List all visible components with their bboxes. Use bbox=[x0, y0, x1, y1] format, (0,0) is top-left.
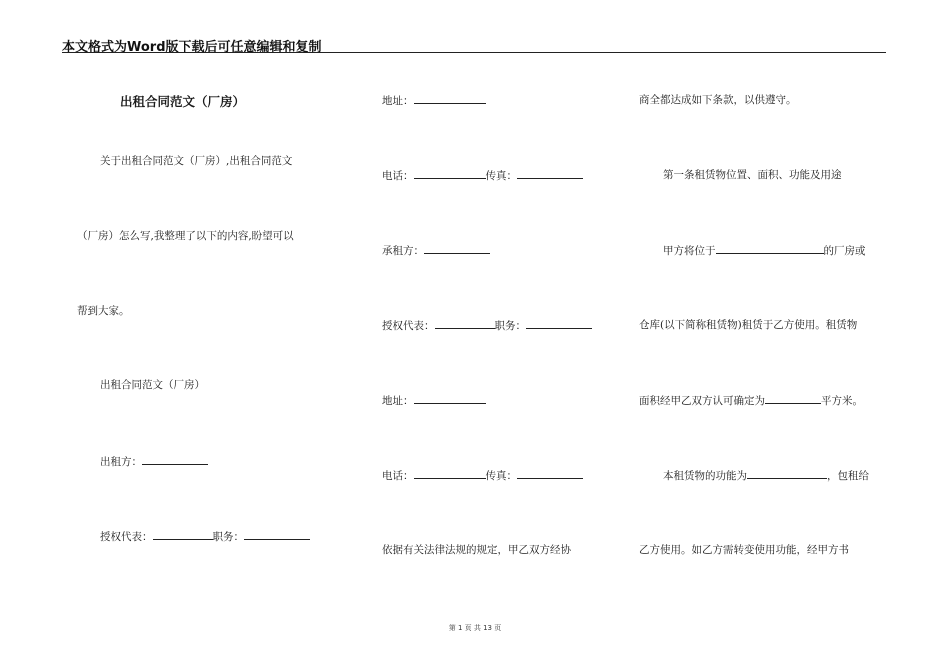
lessor-address-row bbox=[382, 93, 486, 108]
fax-blank bbox=[517, 168, 583, 179]
lessee-address-row bbox=[382, 393, 486, 408]
document-title: 出租合同范文（厂房） bbox=[120, 94, 246, 109]
agent-label: 授权代表： bbox=[100, 531, 153, 543]
phone-blank bbox=[414, 168, 486, 179]
page-header: 本文格式为Word版下载后可任意编辑和复制 bbox=[62, 40, 322, 55]
fax-label: 传真： bbox=[485, 470, 517, 482]
header-rule bbox=[62, 52, 886, 53]
col3-line-1: 商全都达成如下条款，以供遵守。 bbox=[639, 94, 797, 106]
position-label: 职务： bbox=[212, 531, 244, 543]
phone-blank bbox=[414, 468, 486, 479]
lessor-label: 出租方： bbox=[100, 456, 142, 468]
phone-label: 电话： bbox=[382, 170, 414, 182]
page-number: 第 1 页 共 13 页 bbox=[448, 624, 502, 632]
lessor-row bbox=[100, 454, 208, 469]
position-blank bbox=[244, 529, 310, 540]
agent-blank bbox=[153, 529, 213, 540]
intro-line-2: （厂房）怎么写,我整理了以下的内容,盼望可以 bbox=[77, 230, 294, 242]
law-text: 依据有关法律法规的规定，甲乙双方经协 bbox=[382, 544, 571, 556]
fax-label: 传真： bbox=[485, 170, 517, 182]
phone-label: 电话： bbox=[382, 470, 414, 482]
position-label: 职务： bbox=[494, 320, 526, 332]
area-label: 面积经甲乙双方认可确定为 bbox=[639, 395, 765, 407]
agent-blank bbox=[435, 318, 495, 329]
lessor-blank bbox=[142, 454, 208, 465]
address-label: 地址： bbox=[382, 95, 414, 107]
contract-subtitle: 出租合同范文（厂房） bbox=[100, 379, 205, 391]
article-1-heading: 第一条租赁物位置、面积、功能及用途 bbox=[663, 169, 842, 181]
function-label: 本租赁物的功能为 bbox=[663, 470, 747, 482]
lessee-blank bbox=[424, 243, 490, 254]
col3-line-4: 仓库(以下简称租赁物)租赁于乙方使用。租赁物 bbox=[639, 319, 858, 331]
intro-line-3: 帮到大家。 bbox=[77, 305, 130, 317]
area-suffix: 平方米。 bbox=[821, 395, 863, 407]
lessor-phone-row bbox=[382, 168, 583, 183]
lessee-label: 承租方： bbox=[382, 245, 424, 257]
intro-line-1: 关于出租合同范文（厂房）,出租合同范文 bbox=[100, 155, 293, 167]
location-suffix: 的厂房或 bbox=[823, 245, 866, 257]
agent-label: 授权代表： bbox=[382, 320, 435, 332]
location-label: 甲方将位于 bbox=[663, 245, 716, 257]
col3-line-7: 乙方使用。如乙方需转变使用功能，经甲方书 bbox=[639, 544, 849, 556]
lessee-phone-row bbox=[382, 468, 583, 483]
area-blank bbox=[765, 393, 821, 404]
position-blank bbox=[526, 318, 592, 329]
lessee-agent-row bbox=[382, 318, 592, 333]
address-blank bbox=[414, 93, 486, 104]
fax-blank bbox=[517, 468, 583, 479]
lessor-agent-row bbox=[100, 529, 310, 544]
function-blank bbox=[747, 468, 827, 479]
col3-line-6 bbox=[663, 468, 869, 483]
function-suffix: ，包租给 bbox=[827, 470, 869, 482]
location-blank bbox=[716, 243, 824, 254]
lessee-row bbox=[382, 243, 490, 258]
address-blank bbox=[414, 393, 486, 404]
col3-line-5 bbox=[639, 393, 863, 408]
address-label: 地址： bbox=[382, 395, 414, 407]
col3-line-3 bbox=[663, 243, 866, 258]
